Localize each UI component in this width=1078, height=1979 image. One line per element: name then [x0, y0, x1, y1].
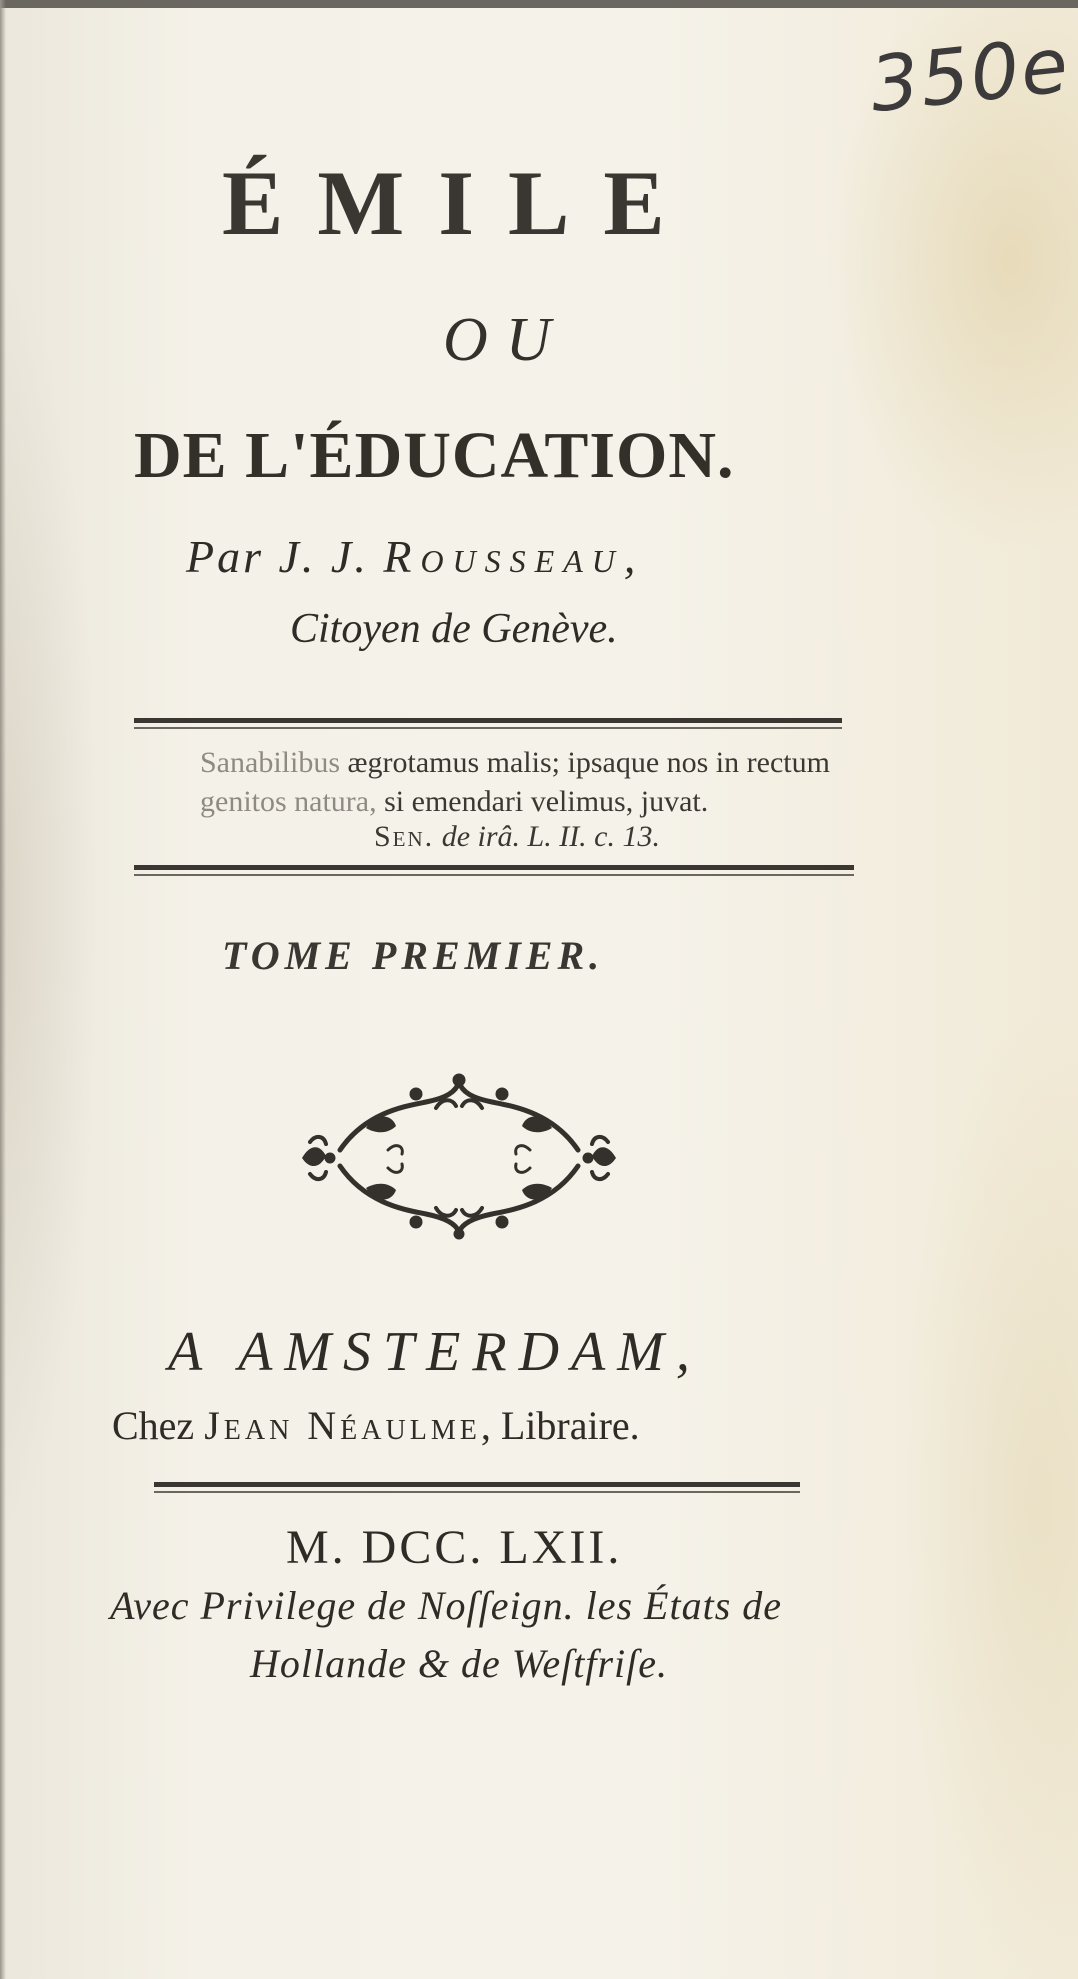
title-conjunction: OU	[443, 306, 569, 374]
epigraph-text: si emendari velimus, juvat.	[384, 785, 709, 818]
imprint-publisher	[112, 1402, 640, 1449]
author-title: Citoyen de Genève.	[290, 606, 618, 652]
author-name: Rousseau,	[383, 531, 645, 582]
privilege-line-1: Avec Privilege de Noſſeign. les États de	[110, 1583, 783, 1628]
publisher-suffix: , Libraire.	[480, 1403, 640, 1448]
author-prefix: Par J. J.	[186, 531, 369, 582]
publisher-prefix: Chez	[112, 1403, 195, 1448]
imprint-double-rule	[154, 1482, 800, 1487]
epigraph-faded-text: Sanabilibus	[200, 746, 348, 779]
epigraph-line-2	[200, 785, 708, 819]
left-fleuron-icon	[302, 1137, 335, 1179]
handwritten-annotation: 350e	[865, 19, 1074, 130]
privilege-line-2: Hollande & de Weſtfriſe.	[250, 1641, 669, 1686]
epigraph-line-1	[200, 746, 830, 780]
epigraph-text: ægrotamus malis; ipsaque nos in rectum	[347, 746, 830, 779]
floral-vignette-icon	[296, 1072, 622, 1240]
book-subtitle: DE L'ÉDUCATION.	[134, 419, 735, 492]
book-title: ÉMILE	[222, 152, 699, 254]
author-line	[186, 530, 644, 583]
publisher-name: Jean Néaulme	[204, 1403, 481, 1448]
page-top-edge	[0, 0, 1078, 8]
volume-label: TOME PREMIER.	[222, 933, 605, 978]
epigraph-source	[374, 820, 660, 854]
epigraph-faded-text: genitos natura,	[200, 785, 385, 818]
bottom-double-rule	[134, 865, 854, 870]
epigraph-source-reference: de irâ. L. II. c. 13.	[434, 820, 660, 853]
imprint-year: M. DCC. LXII.	[286, 1521, 623, 1574]
page-spine-shadow	[0, 0, 6, 1979]
top-double-rule	[134, 718, 842, 723]
right-fleuron-icon	[583, 1137, 616, 1179]
epigraph-source-author: Sen.	[374, 820, 435, 853]
imprint-place: A AMSTERDAM,	[168, 1321, 702, 1383]
